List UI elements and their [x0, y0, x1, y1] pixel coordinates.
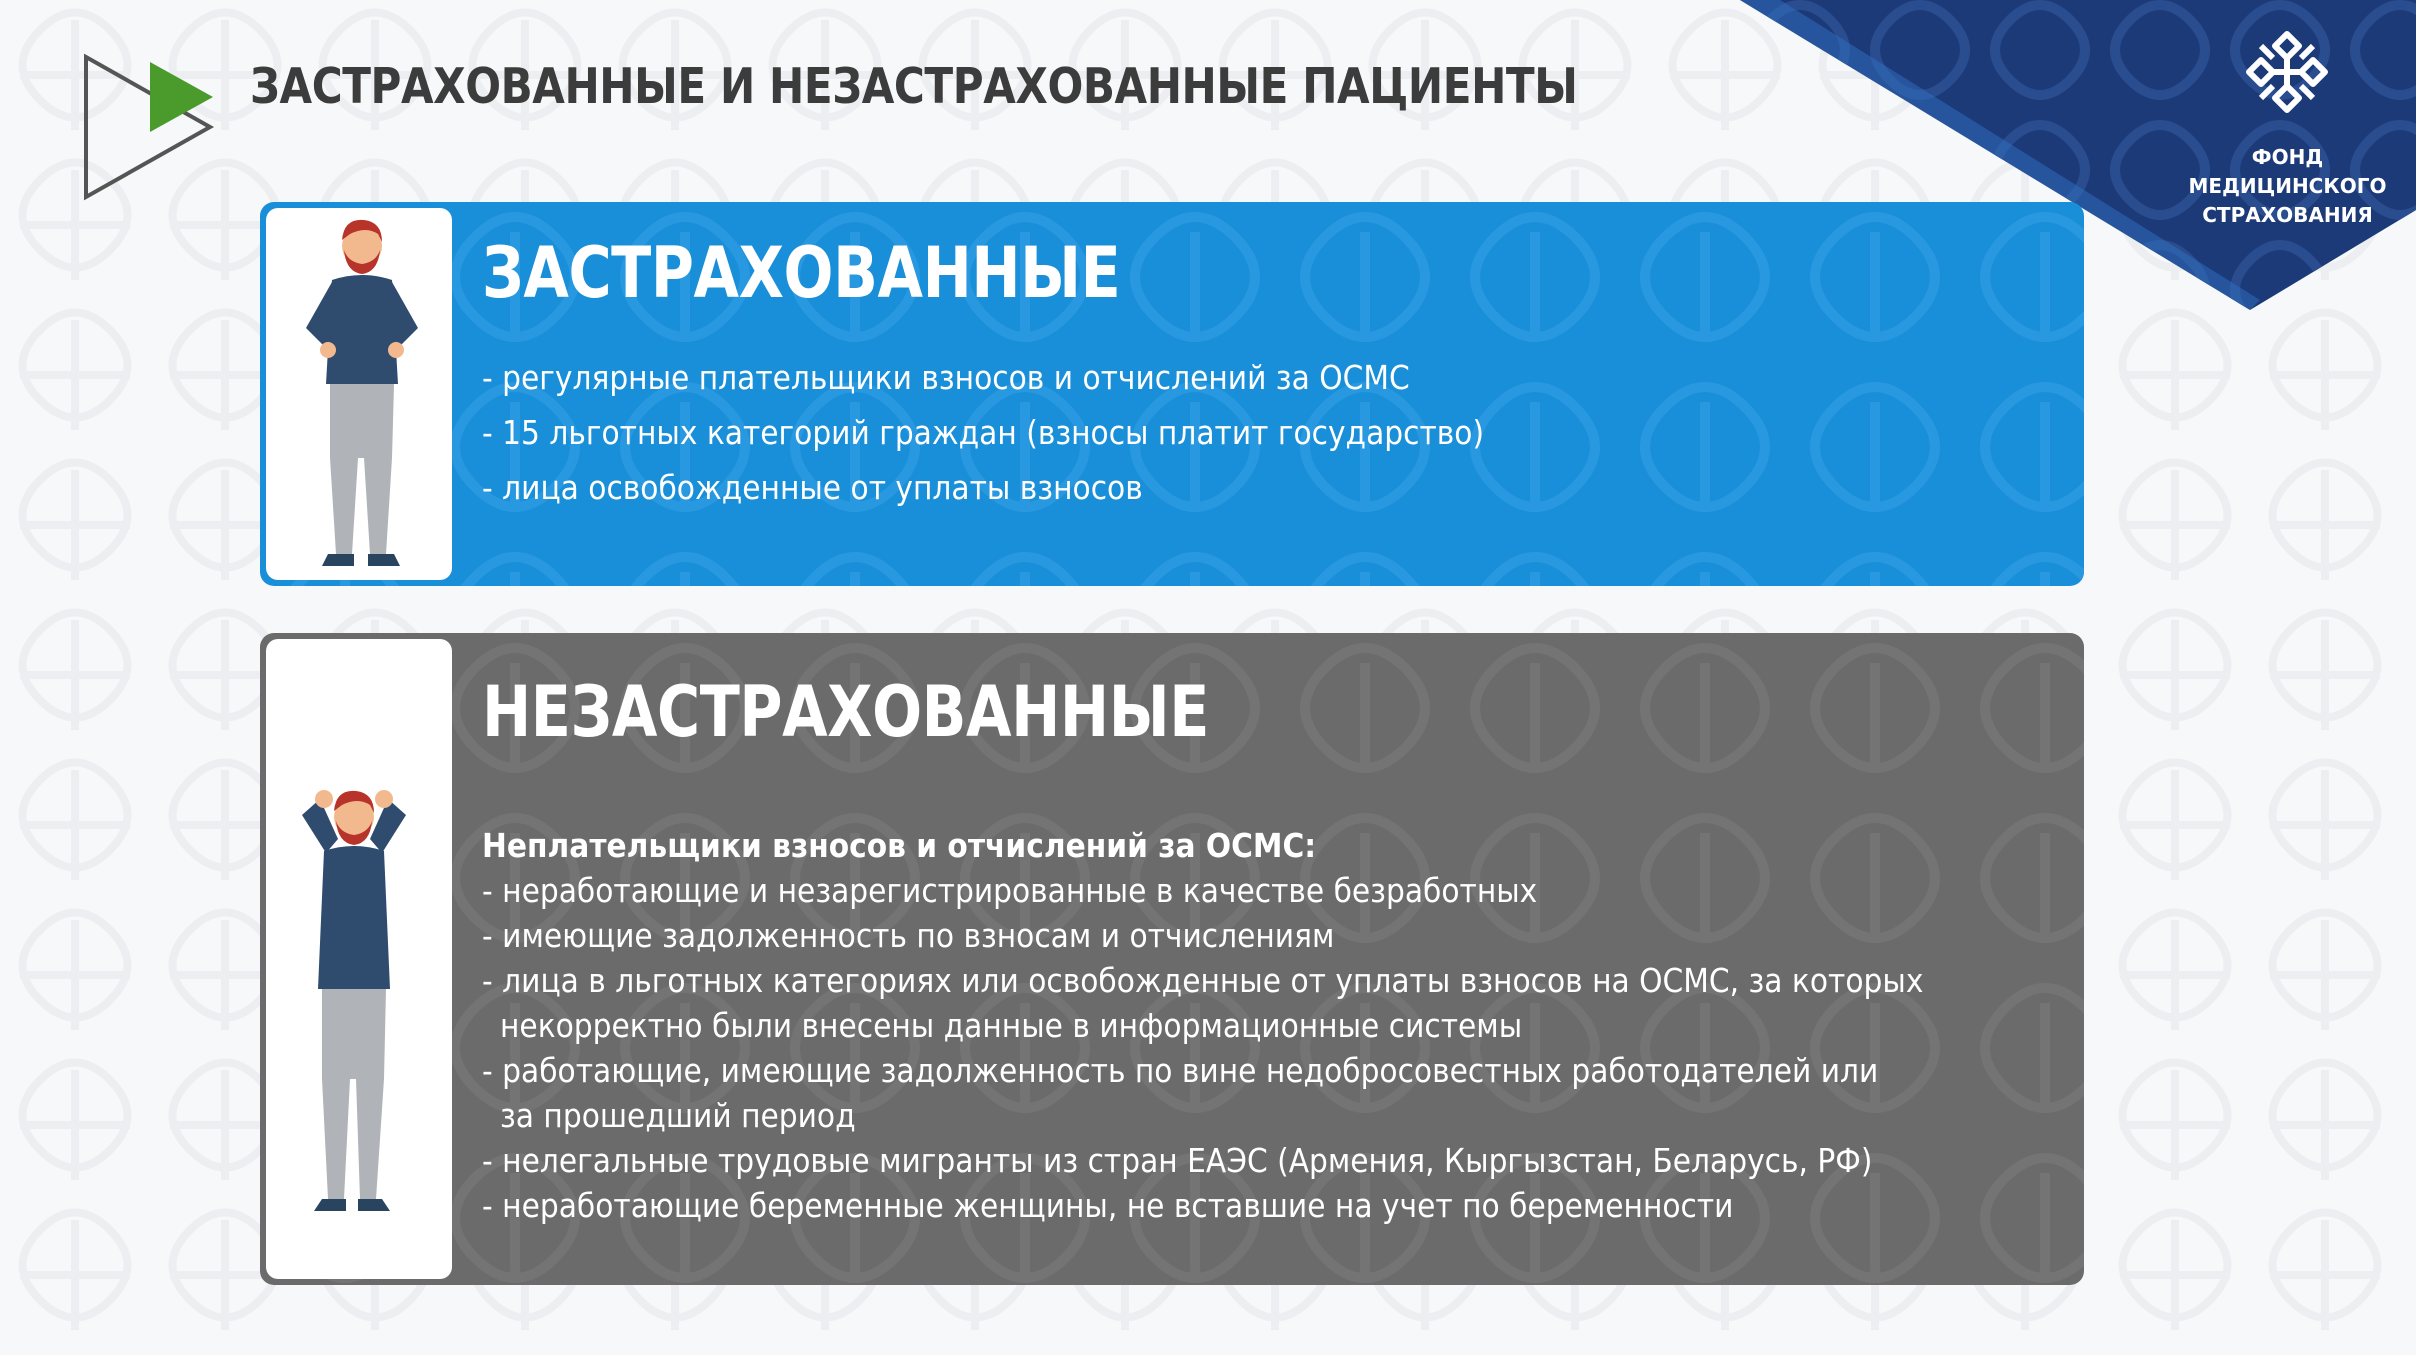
list-item-continuation: за прошедший период	[500, 1096, 856, 1135]
list-item: - лица освобожденные от уплаты взносов	[482, 468, 1143, 507]
list-item: - неработающие и незарегистрированные в качестве безработных	[482, 871, 1538, 910]
fund-snowflake-logo-icon	[2237, 22, 2337, 122]
logo-line-2: МЕДИЦИНСКОГО	[2188, 174, 2387, 198]
worried-man-illustration	[266, 639, 452, 1279]
insured-card	[260, 202, 2084, 586]
uninsured-list	[482, 823, 1923, 1228]
list-item: - нелегальные трудовые мигранты из стран ЕАЭС (Армения, Кыргызстан, Беларусь, РФ)	[482, 1141, 1873, 1180]
uninsured-heading: НЕЗАСТРАХОВАННЫЕ	[482, 671, 1209, 753]
page-title: ЗАСТРАХОВАННЫЕ И НЕЗАСТРАХОВАННЫЕ ПАЦИЕНТЫ	[250, 58, 1578, 115]
list-item: - 15 льготных категорий граждан (взносы платит государство)	[482, 413, 1485, 452]
uninsured-figure-panel	[266, 639, 452, 1279]
calm-man-illustration	[266, 208, 452, 580]
insured-figure-panel	[266, 208, 452, 580]
list-item: - лица в льготных категориях или освобожденные от уплаты взносов на ОСМС, за которых	[482, 961, 1924, 1000]
insured-list	[482, 350, 1484, 515]
uninsured-subheading: Неплательщики взносов и отчислений за ОСМС:	[482, 826, 1317, 865]
list-item-continuation: некорректно были внесены данные в информационные системы	[500, 1006, 1523, 1045]
uninsured-card	[260, 633, 2084, 1285]
list-item: - неработающие беременные женщины, не вставшие на учет по беременности	[482, 1186, 1734, 1225]
insured-heading: ЗАСТРАХОВАННЫЕ	[482, 232, 1121, 314]
list-item: - имеющие задолженность по взносам и отчислениям	[482, 916, 1335, 955]
logo-line-1: ФОНД	[2251, 145, 2324, 169]
logo-text	[2170, 143, 2405, 230]
list-item: - работающие, имеющие задолженность по вине недобросовестных работодателей или	[482, 1051, 1879, 1090]
logo-line-3: СТРАХОВАНИЯ	[2202, 203, 2373, 227]
list-item: - регулярные плательщики взносов и отчислений за ОСМС	[482, 358, 1410, 397]
play-arrow-icon	[78, 52, 228, 202]
